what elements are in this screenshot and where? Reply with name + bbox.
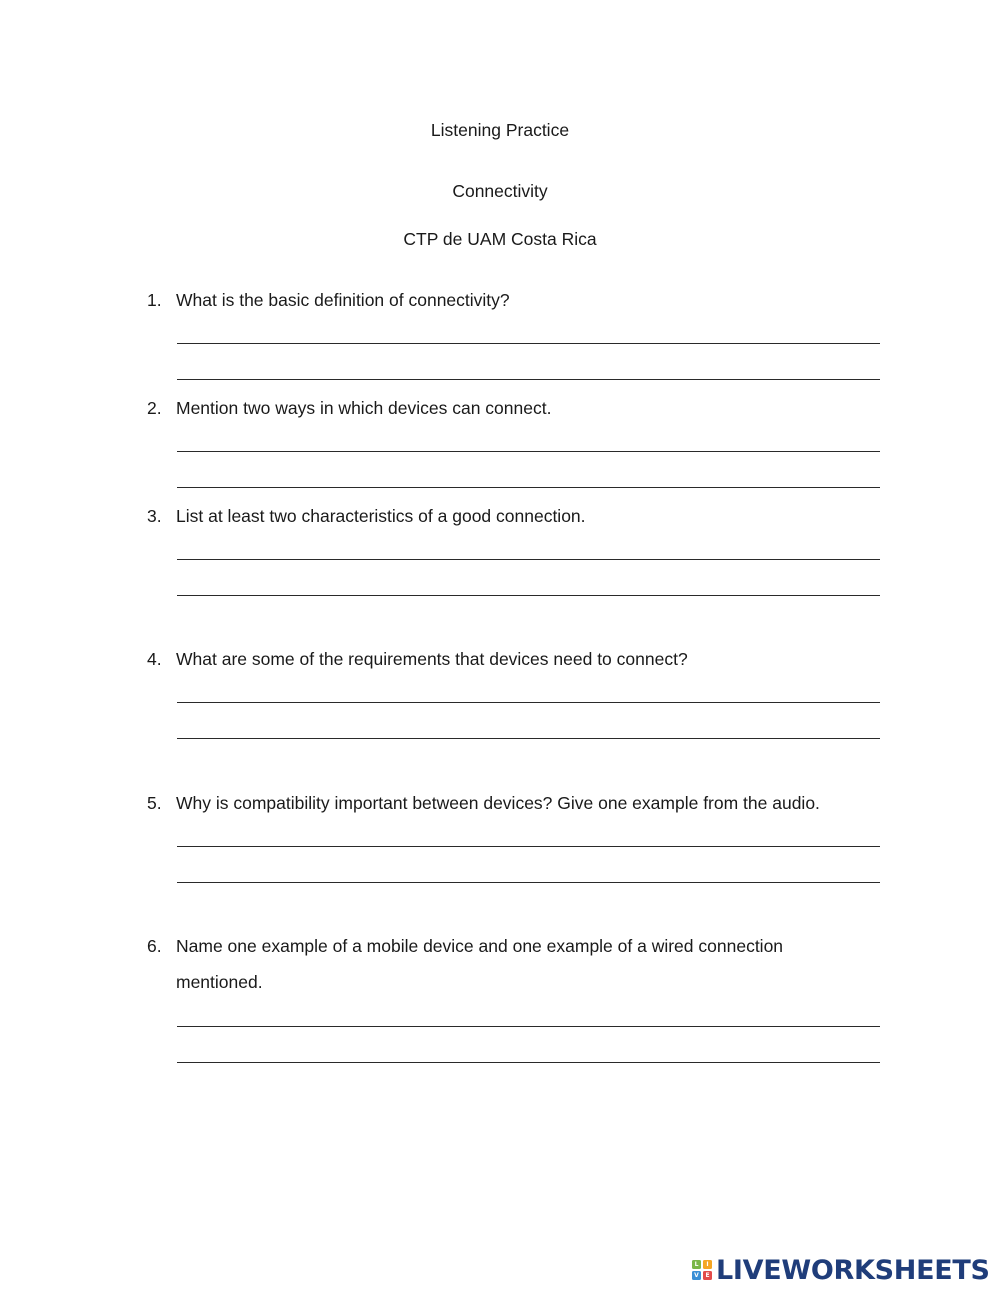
worksheet-title: Listening Practice: [430, 120, 570, 140]
question-number: 5.: [147, 793, 162, 813]
logo-tile-l: L: [692, 1260, 701, 1269]
logo-tile-e: E: [703, 1271, 712, 1280]
answer-6-line-1-input[interactable]: [177, 998, 880, 1026]
institution-name: CTP de UAM Costa Rica: [403, 229, 597, 249]
liveworksheets-logo: [692, 1254, 990, 1286]
question-6: [147, 928, 837, 1000]
answer-5-line-2: [177, 882, 880, 883]
question-5: [147, 785, 887, 821]
answer-4-line-2: [177, 738, 880, 739]
question-3: [147, 498, 887, 534]
answer-3-line-2-input[interactable]: [177, 567, 880, 595]
answer-2-line-1-input[interactable]: [177, 423, 880, 451]
logo-tile-v: V: [692, 1271, 701, 1280]
answer-5-line-1-input[interactable]: [177, 818, 880, 846]
answer-4-line-1-input[interactable]: [177, 674, 880, 702]
question-text: Name one example of a mobile device and one example of a wired connection mentioned.: [176, 936, 784, 992]
answer-1-line-1-input[interactable]: [177, 315, 880, 343]
logo-wordmark: LIVEWORKSHEETS: [716, 1254, 990, 1286]
answer-6-line-2-input[interactable]: [177, 1034, 880, 1062]
question-2: [147, 390, 887, 426]
question-text: Why is compatibility important between devices? Give one example from the audio.: [176, 793, 820, 813]
question-4: [147, 641, 887, 677]
question-number: 4.: [147, 649, 162, 669]
question-number: 1.: [147, 290, 162, 310]
question-text: Mention two ways in which devices can connect.: [176, 398, 552, 418]
question-text: What are some of the requirements that devices need to connect?: [176, 649, 688, 669]
answer-3-line-2: [177, 595, 880, 596]
answer-5-line-2-input[interactable]: [177, 854, 880, 882]
answer-1-line-2: [177, 379, 880, 380]
answer-5-line-1: [177, 846, 880, 847]
answer-4-line-1: [177, 702, 880, 703]
answer-6-line-1: [177, 1026, 880, 1027]
answer-6-line-2: [177, 1062, 880, 1063]
answer-2-line-2: [177, 487, 880, 488]
question-1: [147, 282, 887, 318]
liveworksheets-logo-icon: [692, 1260, 712, 1280]
answer-3-line-1: [177, 559, 880, 560]
answer-1-line-1: [177, 343, 880, 344]
worksheet-subtitle: Connectivity: [452, 181, 548, 201]
question-number: 3.: [147, 506, 162, 526]
question-number: 6.: [147, 936, 162, 956]
answer-2-line-2-input[interactable]: [177, 459, 880, 487]
answer-3-line-1-input[interactable]: [177, 531, 880, 559]
answer-2-line-1: [177, 451, 880, 452]
answer-4-line-2-input[interactable]: [177, 710, 880, 738]
question-text: What is the basic definition of connectivity?: [176, 290, 510, 310]
answer-1-line-2-input[interactable]: [177, 351, 880, 379]
question-text: List at least two characteristics of a good connection.: [176, 506, 586, 526]
logo-tile-i: I: [703, 1260, 712, 1269]
question-number: 2.: [147, 398, 162, 418]
